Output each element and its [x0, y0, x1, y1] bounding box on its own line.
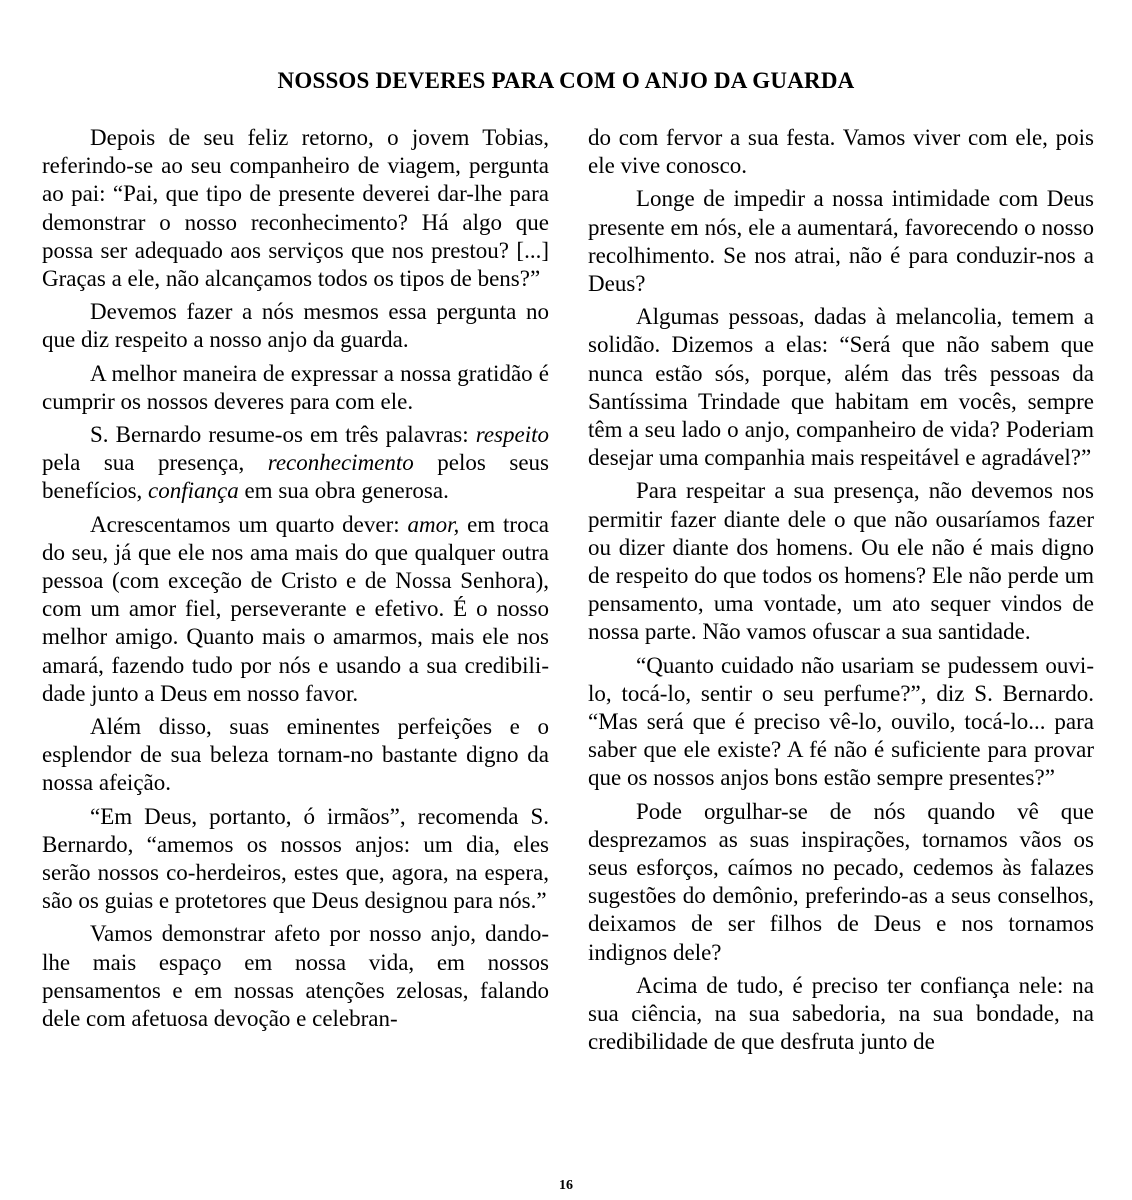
paragraph: Algumas pessoas, dadas à melancolia, temem a solidão. Dizemos a elas: “Será que não sabem que nunca estão sós, porque, além das três pessoas da Santíssima Trindade que habitam em vocês, sempre têm a seu lado o anjo, companheiro de vida? Poderiam desejar uma companhia mais respeitável e agradável?”: [588, 304, 1094, 471]
paragraph: Além disso, suas eminentes perfeições e o esplendor de sua beleza tornam-no bastante digno da nossa afeição.: [42, 714, 549, 796]
page-title: NOSSOS DEVERES PARA COM O ANJO DA GUARDA: [277, 68, 855, 93]
paragraph: Longe de impedir a nossa intimidade com Deus presente em nós, ele a aumentará, favorecendo o nosso recolhimento. Se nos atrai, não é para conduzir-nos a Deus?: [588, 186, 1094, 297]
paragraph: A melhor maneira de expressar a nossa gratidão é cumprir os nossos deveres para com ele.: [42, 360, 549, 414]
paragraph: Devemos fazer a nós mesmos essa pergunta no que diz respeito a nosso anjo da guarda.: [42, 299, 549, 353]
paragraph-continued: do com fervor a sua festa. Vamos viver com ele, pois ele vive conosco.: [588, 125, 1094, 179]
paragraph: Vamos demonstrar afeto por nosso anjo, dando-lhe mais espaço em nossa vida, em nossos pensamentos e em nossas atenções zelosas, falando dele com afetuosa devoção e celebran-: [42, 921, 549, 1032]
paragraph: Acrescentamos um quarto dever: amor, em troca do seu, já que ele nos ama mais do que qualquer outra pessoa (com exceção de Cristo e de Nossa Senhora), com um amor fiel, perseverante e efetivo. É o nosso melhor amigo. Quanto mais o amarmos, mais ele nos amará, fazendo tudo por nós e usando a sua credibilidade junto a Deus em nosso favor.: [42, 511, 549, 706]
paragraph: Depois de seu feliz retorno, o jovem Tobias, referindo-se ao seu companheiro de viagem, pergunta ao pai: “Pai, que tipo de presente deverei dar-lhe para demonstrar o nosso reconhecimento? Há algo que possa ser adequado aos serviços que nos prestou? [...] Graças a ele, não alcançamos todos os tipos de bens?”: [42, 125, 549, 292]
paragraph: S. Bernardo resume-os em três palavras: respeito pela sua presença, reconhecimento pelos seus benefícios, confiança em sua obra generosa.: [42, 422, 549, 504]
paragraph: Pode orgulhar-se de nós quando vê que desprezamos as suas inspirações, tornamos vãos os seus esforços, caímos no pecado, cedemos às falazes sugestões do demônio, preferindo-as a seus conselhos, deixamos de ser filhos de Deus e nos tornamos indignos dele?: [588, 798, 1094, 965]
left-column: [42, 124, 549, 1038]
paragraph: Acima de tudo, é preciso ter confiança nele: na sua ciência, na sua sabedoria, na sua bondade, na credibilidade de que desfruta junto de: [588, 972, 1094, 1055]
paragraph: “Em Deus, portanto, ó irmãos”, recomenda S. Bernardo, “amemos os nossos anjos: um dia, eles serão nossos co-herdeiros, estes que, agora, na espera, são os guias e protetores que Deus designou para nós.”: [42, 803, 549, 914]
paragraph: Para respeitar a sua presença, não devemos nos permitir fazer diante dele o que não ousaríamos fazer ou dizer diante dos homens. Ou ele não é mais digno de respeito do que todos os homens? Ele não perde um pensamento, uma vontade, um ato sequer vindos de nossa parte. Não vamos ofuscar a sua santidade.: [588, 478, 1094, 645]
page-number: 16: [559, 1178, 573, 1193]
paragraph: “Quanto cuidado não usariam se pudessem ouvi-lo, tocá-lo, sentir o seu perfume?”, diz S. Bernardo. “Mas será que é preciso vê-lo, ouvilo, tocá-lo... para saber que ele existe? A fé não é suficiente para provar que os nossos anjos bons estão sempre presentes?”: [588, 652, 1094, 791]
right-column: [588, 124, 1094, 1062]
